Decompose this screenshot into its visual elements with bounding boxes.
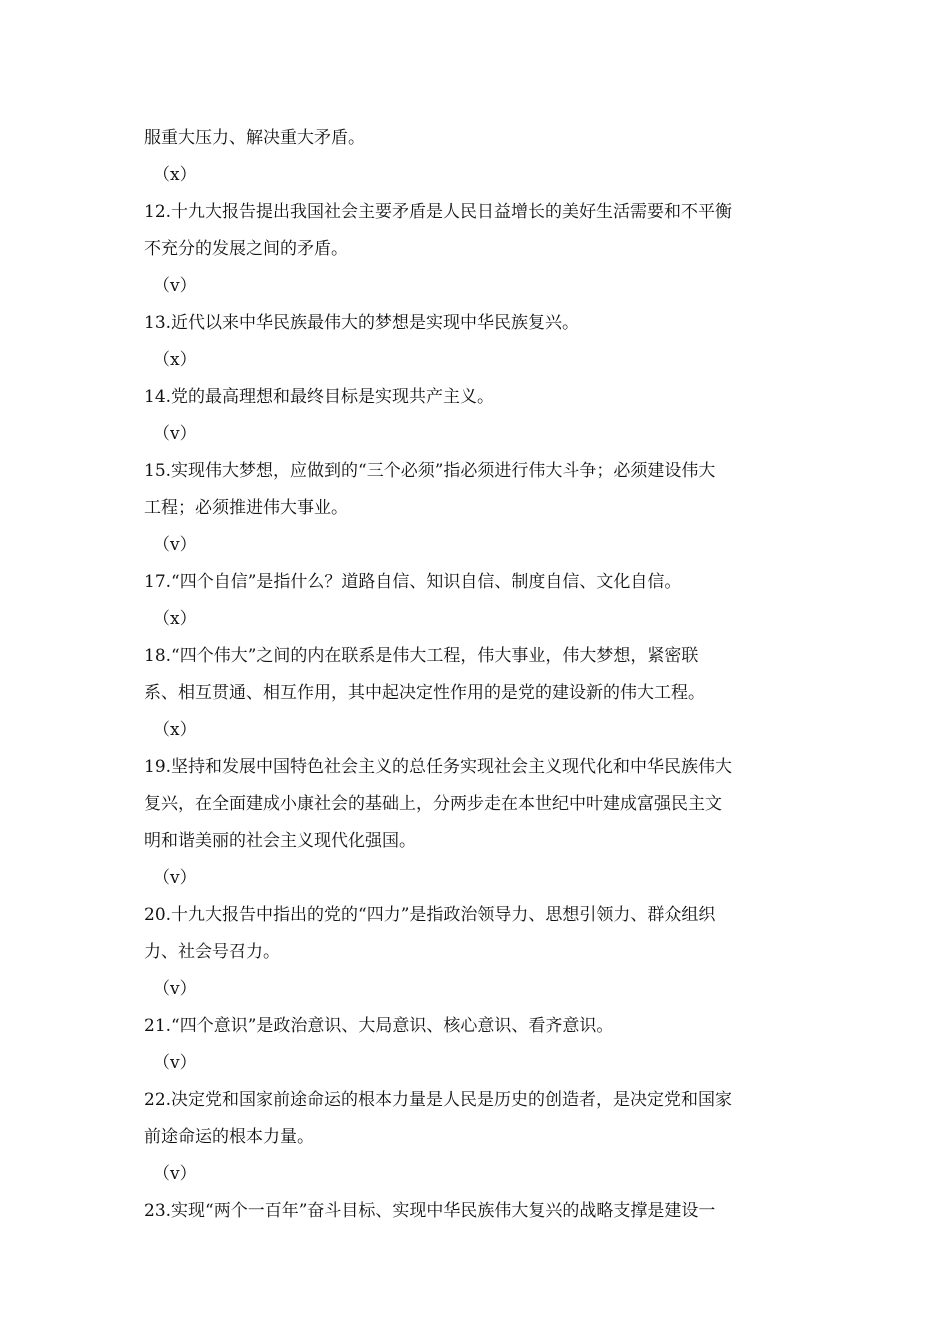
text-line: 17.“四个自信”是指什么？道路自信、知识自信、制度自信、文化自信。 (144, 572, 682, 592)
text-line: 19.坚持和发展中国特色社会主义的总任务实现社会主义现代化和中华民族伟大 (144, 757, 733, 777)
text-line: 工程；必须推进伟大事业。 (144, 498, 348, 518)
text-line: 12.十九大报告提出我国社会主要矛盾是人民日益增长的美好生活需要和不平衡 (144, 202, 733, 222)
text-line: 21.“四个意识”是政治意识、大局意识、核心意识、看齐意识。 (144, 1016, 614, 1036)
text-line: 系、相互贯通、相互作用，其中起决定性作用的是党的建设新的伟大工程。 (144, 683, 705, 703)
text-line: 明和谐美丽的社会主义现代化强国。 (144, 831, 416, 851)
text-line: 力、社会号召力。 (144, 942, 280, 962)
answer-mark: （v） (153, 868, 197, 888)
text-line: 23.实现“两个一百年”奋斗目标、实现中华民族伟大复兴的战略支撑是建设一 (144, 1201, 716, 1221)
text-line: 15.实现伟大梦想，应做到的“三个必须”指必须进行伟大斗争；必须建设伟大 (144, 461, 716, 481)
answer-mark: （x） (153, 165, 197, 185)
answer-mark: （x） (153, 350, 197, 370)
text-line: 13.近代以来中华民族最伟大的梦想是实现中华民族复兴。 (144, 313, 580, 333)
text-line: 不充分的发展之间的矛盾。 (144, 239, 348, 259)
document-body (144, 120, 812, 1230)
answer-mark: （v） (153, 1164, 197, 1184)
text-line: 服重大压力、解决重大矛盾。 (144, 128, 365, 148)
text-line: 22.决定党和国家前途命运的根本力量是人民是历史的创造者，是决定党和国家 (144, 1090, 733, 1110)
answer-mark: （v） (153, 979, 197, 999)
text-line: 14.党的最高理想和最终目标是实现共产主义。 (144, 387, 495, 407)
text-line: 前途命运的根本力量。 (144, 1127, 314, 1147)
text-line: 20.十九大报告中指出的党的“四力”是指政治领导力、思想引领力、群众组织 (144, 905, 716, 925)
answer-mark: （v） (153, 424, 197, 444)
answer-mark: （v） (153, 1053, 197, 1073)
text-line: 18.“四个伟大”之间的内在联系是伟大工程，伟大事业，伟大梦想，紧密联 (144, 646, 699, 666)
answer-mark: （v） (153, 535, 197, 555)
text-line: 复兴，在全面建成小康社会的基础上，分两步走在本世纪中叶建成富强民主文 (144, 794, 722, 814)
answer-mark: （x） (153, 609, 197, 629)
answer-mark: （v） (153, 276, 197, 296)
answer-mark: （x） (153, 720, 197, 740)
